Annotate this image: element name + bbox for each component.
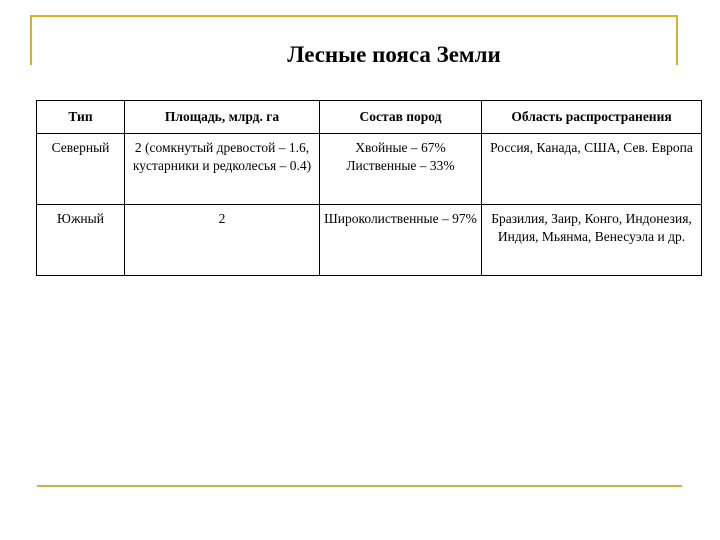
table-header-row xyxy=(37,101,702,134)
cell-area: 2 xyxy=(125,205,320,276)
header-type: Тип xyxy=(37,101,125,134)
header-composition: Состав пород xyxy=(320,101,482,134)
header-area: Площадь, млрд. га xyxy=(125,101,320,134)
cell-region: Россия, Канада, США, Сев. Европа xyxy=(482,134,702,205)
cell-composition: Широколиственные – 97% xyxy=(320,205,482,276)
forest-belts-table xyxy=(36,100,702,276)
slide-title: Лесные пояса Земли xyxy=(287,42,501,67)
decorative-bottom-line xyxy=(37,485,682,487)
cell-type: Южный xyxy=(37,205,125,276)
header-region: Область распространения xyxy=(482,101,702,134)
cell-region: Бразилия, Заир, Конго, Индонезия, Индия, Мьянма, Венесуэла и др. xyxy=(482,205,702,276)
cell-composition: Хвойные – 67% Лиственные – 33% xyxy=(320,134,482,205)
cell-type: Северный xyxy=(37,134,125,205)
decorative-top-line xyxy=(30,15,678,17)
table-row xyxy=(37,134,702,205)
table-row xyxy=(37,205,702,276)
cell-area: 2 (сомкнутый древостой – 1.6, кустарники и редколесья – 0.4) xyxy=(125,134,320,205)
